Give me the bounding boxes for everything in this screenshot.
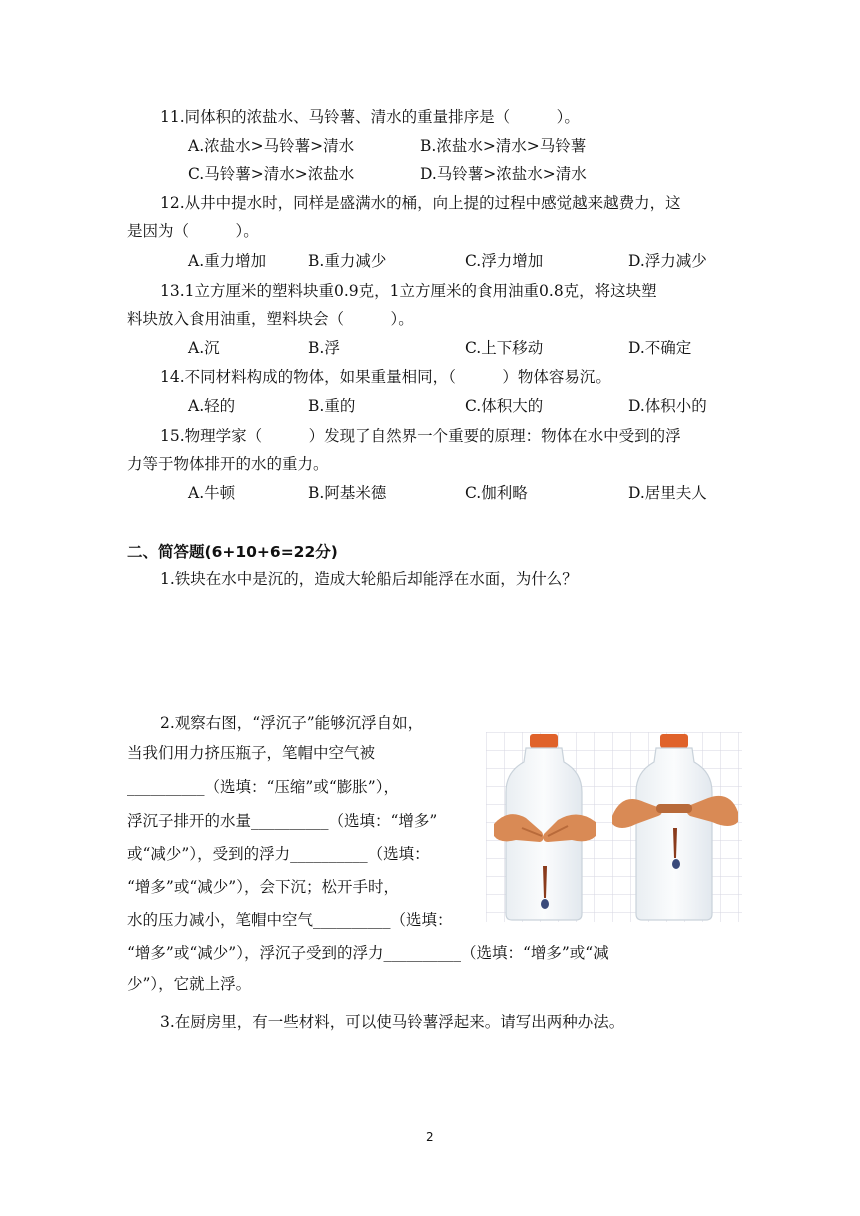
q14-option-d: D.体积小的 [628, 397, 707, 415]
question-12-stem-line2: 是因为（ ）。 [127, 222, 259, 240]
page-number: 2 [426, 1130, 434, 1144]
question-15-stem-line2: 力等于物体排开的水的重力。 [127, 455, 329, 473]
q15-option-c: C.伽利略 [465, 484, 528, 502]
q2-line-5: 或“减少”），受到的浮力__________（选填： [127, 845, 430, 863]
section-2-title: 二、简答题(6+10+6=22分) [127, 543, 338, 561]
q15-option-d: D.居里夫人 [628, 484, 707, 502]
q13-option-d: D.不确定 [628, 339, 692, 357]
q15-option-b: B.阿基米德 [308, 484, 387, 502]
q13-option-b: B.浮 [308, 339, 340, 357]
question-15-stem-line1: 15.物理学家（ ）发现了自然界一个重要的原理：物体在水中受到的浮 [160, 427, 681, 445]
short-answer-q3: 3.在厨房里，有一些材料，可以使马铃薯浮起来。请写出两种办法。 [160, 1013, 625, 1031]
q11-option-a: A.浓盐水>马铃薯>清水 [188, 137, 355, 155]
q14-option-b: B.重的 [308, 397, 356, 415]
q2-line-6: “增多”或“减少”），会下沉；松开手时， [127, 878, 399, 896]
q12-option-a: A.重力增加 [188, 252, 267, 270]
q14-option-a: A.轻的 [188, 397, 236, 415]
q2-line-8: “增多”或“减少”），浮沉子受到的浮力__________（选填：“增多”或“减 [127, 944, 609, 962]
cartesian-diver-figure [486, 732, 742, 922]
q13-option-c: C.上下移动 [465, 339, 544, 357]
question-14-stem: 14.不同材料构成的物体，如果重量相同，（ ）物体容易沉。 [160, 368, 611, 386]
short-answer-q1: 1.铁块在水中是沉的，造成大轮船后却能浮在水面，为什么？ [160, 570, 578, 588]
question-12-stem-line1: 12.从井中提水时，同样是盛满水的桶，向上提的过程中感觉越来越费力，这 [160, 194, 681, 212]
q2-line-1: 2.观察右图，“浮沉子”能够沉浮自如， [160, 714, 424, 732]
q2-line-9: 少”），它就上浮。 [127, 975, 252, 993]
q12-option-b: B.重力减少 [308, 252, 387, 270]
q14-option-c: C.体积大的 [465, 397, 544, 415]
question-13-stem-line2: 料块放入食用油重，塑料块会（ ）。 [127, 310, 414, 328]
question-11-stem: 11.同体积的浓盐水、马铃薯、清水的重量排序是（ ）。 [160, 108, 580, 126]
question-13-stem-line1: 13.1立方厘米的塑料块重0.9克，1立方厘米的食用油重0.8克，将这块塑 [160, 282, 657, 300]
q11-option-c: C.马铃薯>清水>浓盐水 [188, 165, 355, 183]
q2-line-3: __________（选填：“压缩”或“膨胀”）， [127, 778, 399, 796]
q11-option-d: D.马铃薯>浓盐水>清水 [420, 165, 587, 183]
q2-line-7: 水的压力减小，笔帽中空气__________（选填： [127, 911, 453, 929]
q12-option-c: C.浮力增加 [465, 252, 544, 270]
q11-option-b: B.浓盐水>清水>马铃薯 [420, 137, 587, 155]
q13-option-a: A.沉 [188, 339, 220, 357]
q2-line-4: 浮沉子排开的水量__________（选填：“增多” [127, 812, 438, 830]
q15-option-a: A.牛顿 [188, 484, 236, 502]
q2-line-2: 当我们用力挤压瓶子，笔帽中空气被 [127, 744, 376, 762]
q12-option-d: D.浮力减少 [628, 252, 707, 270]
